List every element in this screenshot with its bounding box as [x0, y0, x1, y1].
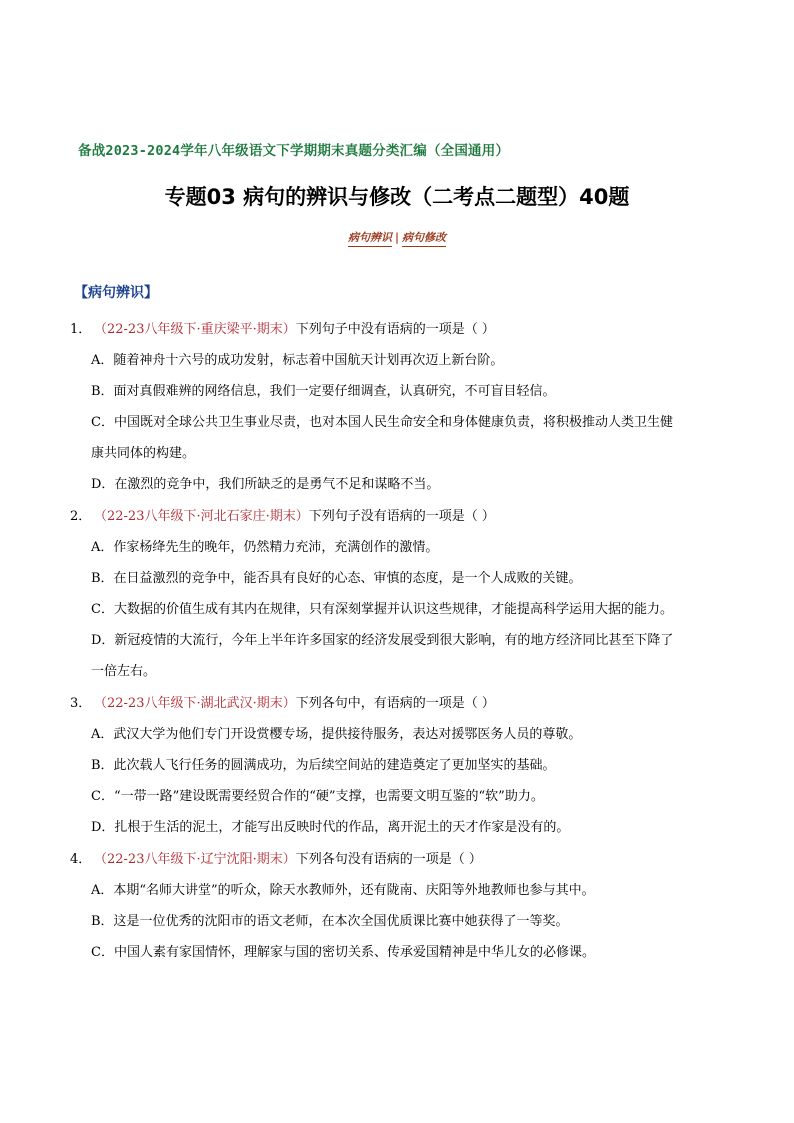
question-number: 4． [70, 852, 92, 867]
answer-option: D．新冠疫情的大流行，今年上半年许多国家的经济发展受到很大影响，有的地方经济同比甚至下降了 [91, 633, 674, 648]
answer-option: C．大数据的价值生成有其内在规律，只有深刻掌握并认识这些规律，才能提高科学运用大据的能力。 [91, 602, 673, 617]
answer-option: C．“一带一路”建设既需要经贸合作的“硬”支撑，也需要文明互鉴的“软”助力。 [91, 789, 544, 804]
question-source: （22-23八年级下·湖北武汉·期末） [94, 696, 296, 711]
answer-option: A．武汉大学为他们专门开设赏樱专场，提供接待服务，表达对援鄂医务人员的尊敬。 [91, 727, 582, 742]
answer-option: B．这是一位优秀的沈阳市的语文老师，在本次全国优质课比赛中她获得了一等奖。 [91, 914, 569, 929]
tag-separator: | [394, 231, 399, 244]
answer-option: A．作家杨绛先生的晚年，仍然精力充沛，充满创作的激情。 [91, 540, 439, 555]
answer-option-continued: 康共同体的构建。 [91, 446, 196, 461]
question-stem [70, 692, 730, 711]
question-source: （22-23八年级下·重庆梁平·期末） [94, 322, 296, 337]
question-text: 下列各句中，有语病的一项是（ ） [295, 696, 495, 711]
answer-option: C．中国人素有家国情怀，理解家与国的密切关系、传承爱国精神是中华儿女的必修课。 [91, 945, 595, 960]
question-source: （22-23八年级下·辽宁沈阳·期末） [94, 852, 296, 867]
answer-option: D．在激烈的竞争中，我们所缺乏的是勇气不足和谋略不当。 [91, 477, 440, 492]
question-number: 3． [70, 696, 92, 711]
series-heading: 备战2023-2024学年八年级语文下学期期末真题分类汇编（全国通用） [78, 143, 510, 159]
question-text: 下列句子中没有语病的一项是（ ） [295, 322, 495, 337]
answer-option: A．随着神舟十六号的成功发射，标志着中国航天计划再次迈上新台阶。 [91, 353, 504, 368]
question-stem [70, 848, 730, 867]
question-stem [70, 318, 730, 337]
answer-option: A．本期“名师大讲堂”的听众，除天水教师外，还有陇南、庆阳等外地教师也参与其中。 [91, 883, 595, 898]
answer-option: B．在日益激烈的竞争中，能否具有良好的心态、审慎的态度，是一个人成败的关键。 [91, 571, 582, 586]
answer-option: B．面对真假难辨的网络信息，我们一定要仔细调查，认真研究，不可盲目轻信。 [91, 384, 556, 399]
question-number: 1． [70, 322, 92, 337]
question-source: （22-23八年级下·河北石家庄·期末） [94, 509, 309, 524]
question-number: 2． [70, 509, 92, 524]
question-text: 下列句子没有语病的一项是（ ） [308, 509, 495, 524]
answer-option: B．此次载人飞行任务的圆满成功，为后续空间站的建造奠定了更加坚实的基础。 [91, 758, 556, 773]
question-text: 下列各句没有语病的一项是（ ） [295, 852, 482, 867]
topic-tag: 病句辨识 [348, 231, 392, 247]
topic-tags [0, 229, 794, 245]
page-title: 专题03 病句的辨识与修改（二考点二题型）40题 [164, 185, 630, 209]
section-heading: 【病句辨识】 [74, 285, 158, 301]
question-stem [70, 505, 730, 524]
answer-option: D．扎根于生活的泥土，才能写出反映时代的作品，离开泥土的天才作家是没有的。 [91, 820, 570, 835]
answer-option: C．中国既对全球公共卫生事业尽责，也对本国人民生命安全和身体健康负责，将积极推动人类卫生健 [91, 415, 673, 430]
topic-tag: 病句修改 [402, 231, 446, 247]
answer-option-continued: 一倍左右。 [91, 664, 157, 679]
